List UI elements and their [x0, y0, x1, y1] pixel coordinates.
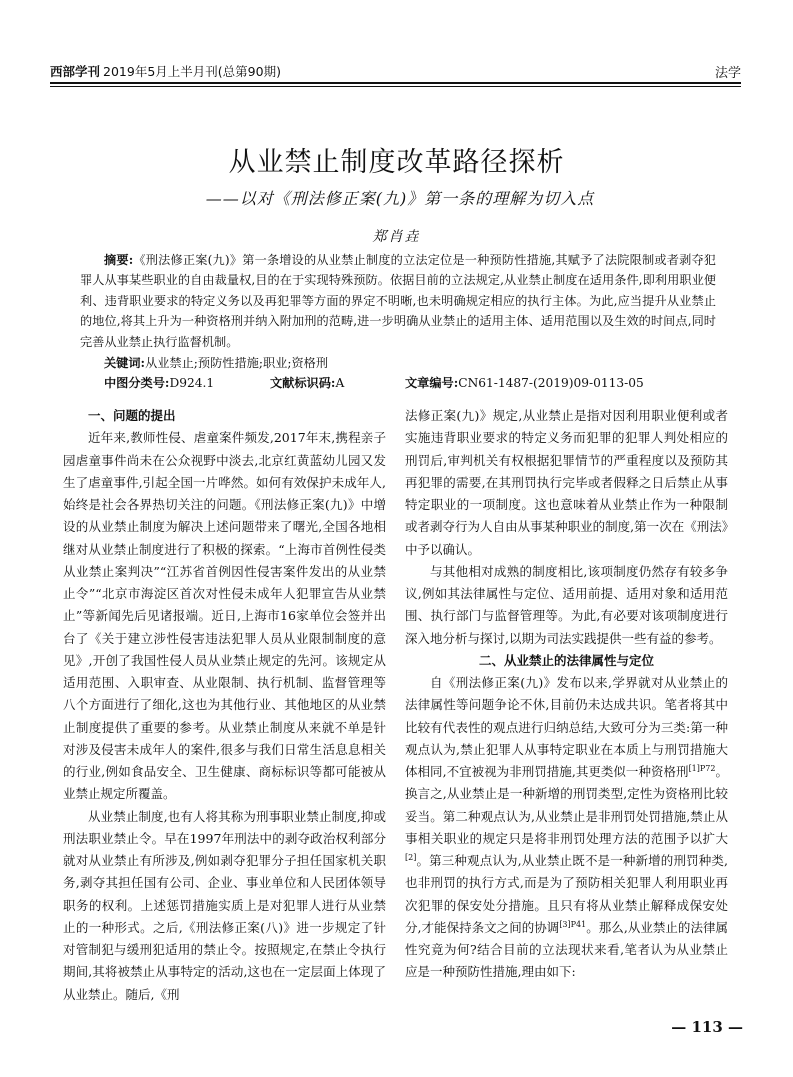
abstract-text: 《刑法修正案(九)》第一条增设的从业禁止制度的立法定位是一种预防性措施,其赋予了法院限制或者剥夺犯罪人从事某些职业的自由裁量权,目的在于实现特殊预防。依据目前的立法规定,从业禁止制度在适用条件,即利用职业便利、违背职业要求的特定义务以及再犯罪等方面的界定不明晰,也未明确规定相应的执行主体。为此,应当提升从业禁止的地位,将其上升为一种资格刑并纳入附加刑的范畴,进一步明确从业禁止的适用主体、适用范围以及生效的时间点,同时完善从业禁止执行监督机制。 — [80, 253, 716, 349]
paper-title: 从业禁止制度改革路径探析 — [228, 147, 565, 178]
keywords: 关键词:从业禁止;预防性措施;职业;资格刑 — [104, 356, 329, 370]
article-number: 文章编号:CN61-1487-(2019)09-0113-05 — [405, 376, 644, 390]
journal-issue: 西部学刊 2019年5月上半月刊(总第90期) — [50, 64, 281, 79]
header-rule — [50, 82, 741, 84]
running-header — [50, 60, 741, 80]
section-heading-1: 一、问题的提出 — [88, 408, 176, 423]
citation-ref: [2] — [405, 853, 417, 862]
journal-logo: 西部学刊 — [50, 64, 101, 79]
paragraph: 从业禁止制度,也有人将其称为刑事职业禁止制度,抑或刑法职业禁止令。早在1997年刑法中的剥夺政治权利部分就对从业禁止有所涉及,例如剥夺犯罪分子担任国家机关职务,剥夺其担任国有公司、企业、事业单位和人民团体领导职务的权利。上述惩罚措施实质上是对犯罪人进行从业禁止的一种形式。之后,《刑法修正案(八)》进一步规定了针对管制犯与缓刑犯适用的禁止令。按照规定,在禁止令执行期间,其将被禁止从事特定的活动,这也在一定层面上体现了从业禁止。随后,《刑 — [63, 808, 386, 1002]
section-heading-2: 二、从业禁止的法律属性与定位 — [478, 652, 654, 668]
right-column — [405, 405, 728, 984]
abstract — [80, 250, 716, 352]
clc-number: 中图分类号:D924.1 — [104, 376, 215, 390]
citation-ref: [1]P72 — [688, 764, 716, 773]
paragraph: 法修正案(九)》规定,从业禁止是指对因利用职业便利或者实施违背职业要求的特定义务而犯罪的犯罪人判处相应的刑罚后,审判机关有权根据犯罪情节的严重程度以及预防其再犯罪的需要,在其刑罚执行完毕或者假释之日后禁止从事特定职业的一项制度。这也意味着从业禁止作为一种限制或者剥夺行为人自由从事某种职业的制度,第一次在《刑法》中予以确认。 — [405, 408, 728, 557]
abstract-label: 摘要: — [104, 253, 134, 267]
paragraph: 自《刑法修正案(九)》发布以来,学界就对从业禁止的法律属性等问题争论不休,目前仍未达成共识。笔者将其中比较有代表性的观点进行归纳总结,大致可分为三类:第一种观点认为,禁止犯罪人从事特定职业在本质上与刑罚措施大体相同,不宜被视为非刑罚措施,其更类似一种资格刑$^{[1]P72}$。换言之,从业禁止是一种新增的刑罚类型,定性为资格刑比较妥当。第二种观点认为,从业禁止是非刑罚处罚措施,禁止从事相关职业的规定只是将非刑罚处理方法的范围予以扩大[2]。第三种观点认为,从业禁止既不是一种新增的刑罚种类,也非刑罚的执行方式,而是为了预防相关犯罪人利用职业再次犯罪的保安处分措施。且只有将从业禁止解释成保安处分,才能保持条文之间的协调$^{[3]P41}$。那么,从业禁止的法律属性究竟为何?结合目前的立法现状来看,笔者认为从业禁止应是一种预防性措施,理由如下: — [405, 675, 728, 980]
left-column — [63, 405, 386, 1006]
citation-ref: [3]P41 — [559, 919, 587, 929]
document-code: 文献标识码:A — [270, 376, 345, 390]
paragraph: 与其他相对成熟的制度相比,该项制度仍然存有较多争议,例如其法律属性与定位、适用前提、适用对象和适用范围、执行部门与监督管理等。为此,有必要对该项制度进行深入地分析与探讨,以期为司法实践提供一些有益的参考。 — [405, 563, 728, 646]
page-number: — 113 — — [671, 1018, 743, 1036]
header-rule-thin — [50, 86, 741, 87]
paper-subtitle: ——以对《刑法修正案(九)》第一条的理解为切入点 — [205, 189, 595, 208]
section-label: 法学 — [714, 66, 741, 81]
paragraph: 近年来,教师性侵、虐童案件频发,2017年末,携程亲子园虐童事件尚未在公众视野中淡去,北京红黄蓝幼儿园又发生了虐童事件,引起全国一片哗然。如何有效保护未成年人,始终是社会各界热切关注的问题。《刑法修正案(九)》中增设的从业禁止制度为解决上述问题带来了曙光,全国各地相继对从业禁止制度进行了积极的探索。“上海市首例性侵类从业禁止案判决”“江苏省首例因性侵害案件发出的从业禁止令”“北京市海淀区首次对性侵未成年人犯罪宣告从业禁止”等新闻先后见诸报端。近日,上海市16家单位会签并出台了《关于建立涉性侵害违法犯罪人员从业限制制度的意见》,开创了我国性侵人员从业禁止规定的先河。该规定从适用范围、入职审查、从业限制、执行机制、监督管理等八个方面进行了细化,这也为其他行业、其他地区的从业禁止制度提供了重要的参考。从业禁止制度从来就不单是针对涉及侵害未成年人的案件,很多与我们日常生活息息相关的行业,例如食品安全、卫生健康、商标标识等都可能被从业禁止规定所覆盖。 — [63, 430, 386, 802]
author-name: 郑肖垚 — [372, 229, 421, 245]
